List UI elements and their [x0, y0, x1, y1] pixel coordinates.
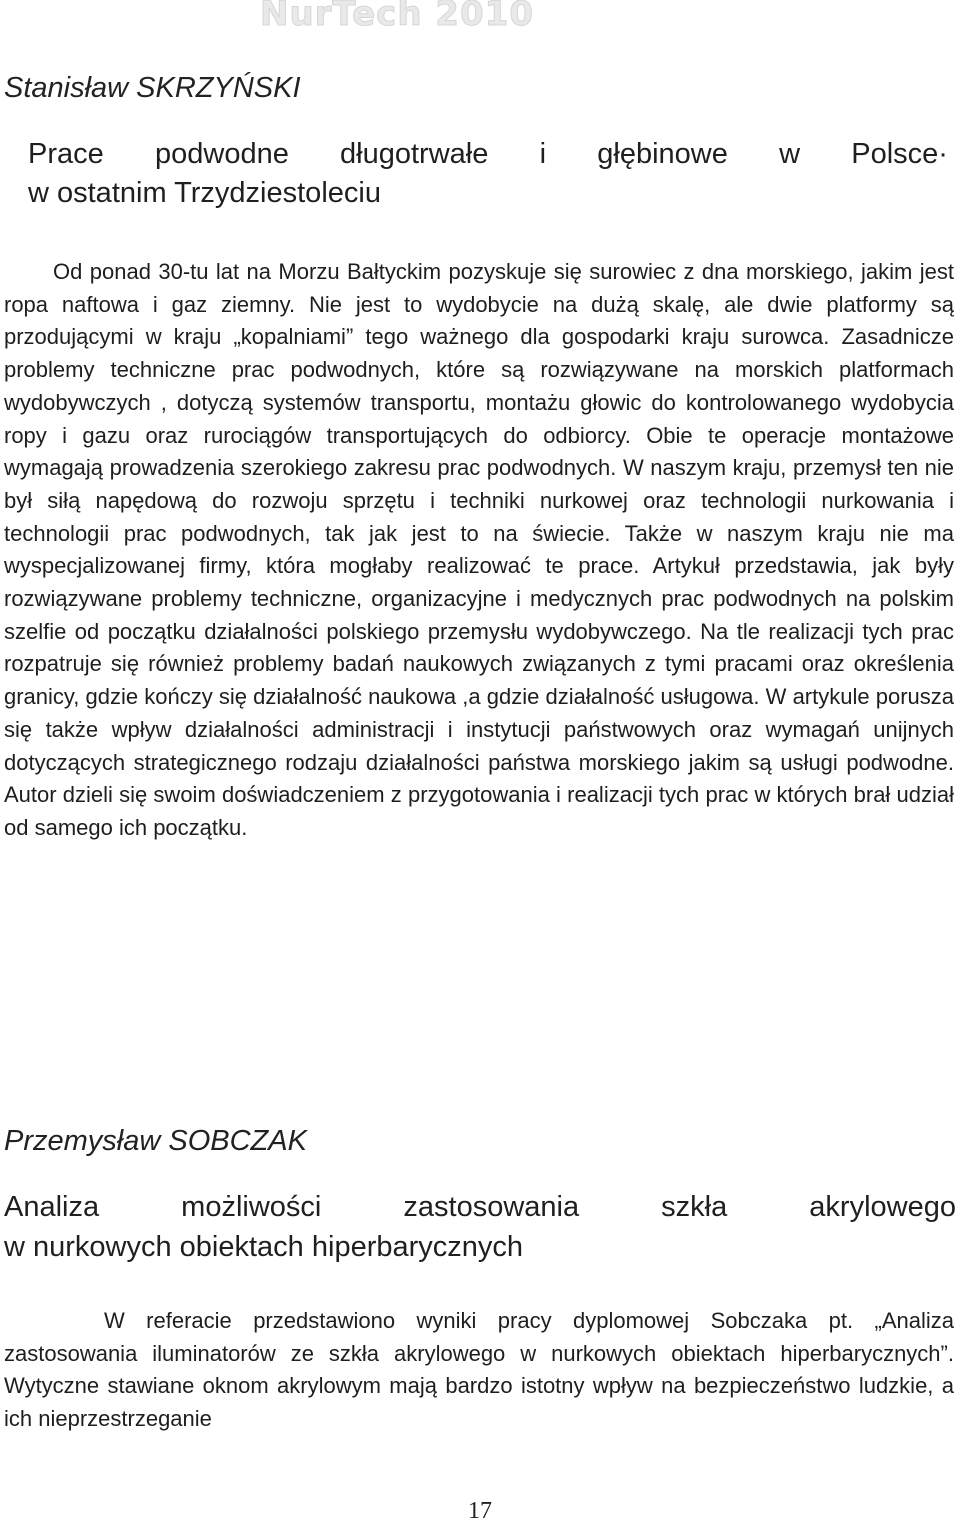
conference-logo: NurTech 2010: [260, 0, 534, 34]
title-word: możliwości: [181, 1191, 322, 1223]
title-word: długotrwałe: [340, 138, 489, 170]
article-1-title-line-1: [28, 137, 948, 171]
article-1-abstract: Od ponad 30-tu lat na Morzu Bałtyckim pozyskuje się surowiec z dna morskiego, jakim jest ropa naftowa i gaz ziemny. Nie jest to wydobycie na dużą skalę, ale dwie platformy są przodującymi w kraju „kopalniami” tego ważnego dla gospodarki kraju surowca. Zasadnicze problemy techniczne prac podwodnych, które są rozwiązywane na morskich platformach wydobywczych , dotyczą systemów transportu, montażu głowic do kontrolowanego wydobycia ropy i gazu oraz rurociągów transportujących do odbiorcy. Obie te operacje montażowe wymagają prowadzenia szerokiego zakresu prac podwodnych. W naszym kraju, przemysł ten nie był siłą napędową do rozwoju sprzętu i techniki nurkowej oraz technologii nurkowania i technologii prac podwodnych, tak jak jest to na świecie. Także w naszym kraju nie ma wyspecjalizowanej firmy, która mogłaby realizować te prace. Artykuł przedstawia, jak były rozwiązywane problemy techniczne, organizacyjne i medycznych prac podwodnych na polskim szelfie od początku działalności polskiego przemysłu wydobywczego. Na tle realizacji tych prac rozpatruje się również problemy badań naukowych związanych z tymi pracami oraz określenia granicy, gdzie kończy się działalność naukowa ,a gdzie działalność usługowa. W artykule porusza się także wpływ działalności administracji i instytucji państwowych oraz wymagań unijnych dotyczących strategicznego rodzaju działalności państwa morskiego jakim są usługi podwodne. Autor dzieli się swoim doświadczeniem z przygotowania i realizacji tych prac w których brał udział od samego ich początku.: [4, 259, 954, 840]
article-2-title-line-1: [4, 1187, 956, 1227]
title-word: głębinowe: [597, 138, 728, 170]
page-number: 17: [468, 1498, 492, 1524]
title-word: Analiza: [4, 1191, 100, 1223]
title-word: w: [779, 138, 801, 170]
title-word: akrylowego: [809, 1191, 956, 1223]
article-2-abstract: W referacie przedstawiono wyniki pracy dyplomowej Sobczaka pt. „Analiza zastosowania iluminatorów ze szkła akrylowego w nurkowych obiektach hiperbarycznych”. Wytyczne stawiane oknom akrylowym mają bardzo istotny wpływ na bezpieczeństwo ludzkie, a ich nieprzestrzeganie: [4, 1308, 954, 1432]
article-1-author: Stanisław SKRZYŃSKI: [4, 72, 301, 104]
article-2-title-line-2: w nurkowych obiektach hiperbarycznych: [4, 1231, 524, 1263]
article-1-title-line-2: w ostatnim Trzydziestoleciu: [28, 177, 381, 209]
article-2-title: [4, 1187, 956, 1267]
title-word: podwodne: [154, 138, 289, 170]
article-1-title: [28, 137, 948, 215]
title-word: Polsce·: [851, 138, 948, 170]
article-2-author: Przemysław SOBCZAK: [4, 1125, 307, 1157]
title-word: szkła: [661, 1191, 728, 1223]
title-word: Prace: [28, 138, 104, 170]
title-word: i: [539, 138, 547, 170]
title-word: zastosowania: [403, 1191, 580, 1223]
